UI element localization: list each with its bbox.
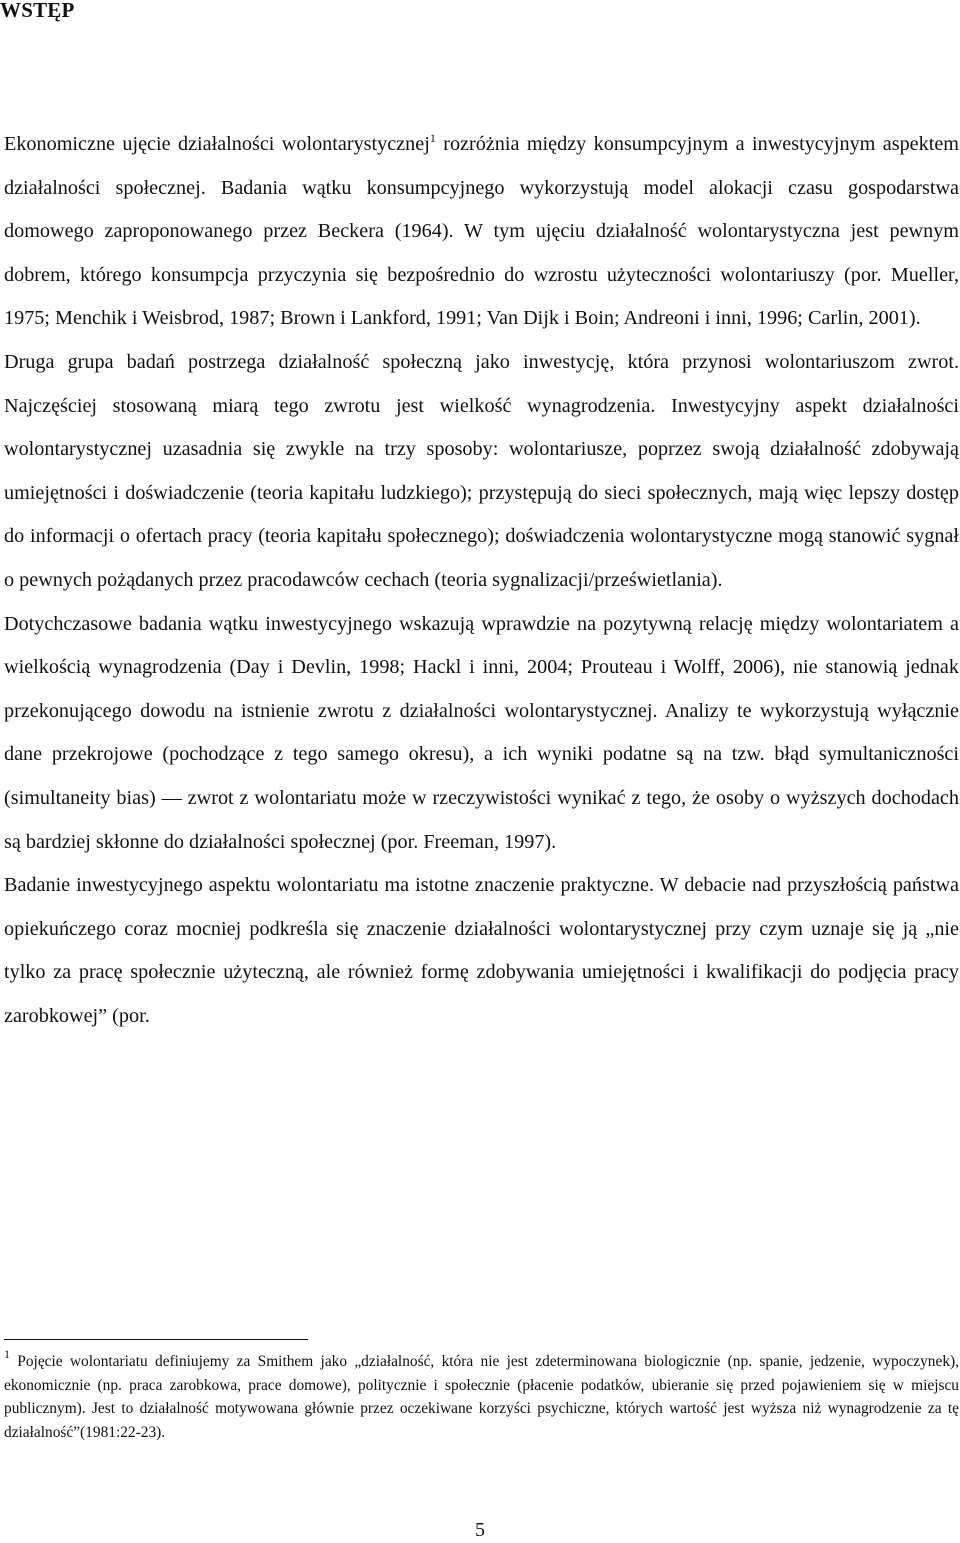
paragraph-4: Badanie inwestycyjnego aspektu wolontariatu ma istotne znaczenie praktyczne. W debacie nad przyszłością państwa opiekuńczego coraz mocniej podkreśla się znaczenie działalności wolontarystycznej przy czym uznaje się ją „nie tylko za pracę społecznie użyteczną, ale również formę zdobywania umiejętności i kwalifikacji do podjęcia pracy zarobkowej” (por. [4, 874, 959, 1027]
paragraph-1-rest: rozróżnia między konsumpcyjnym a inwestycyjnym aspektem działalności społecznej. Badania wątku konsumpcyjnego wykorzystują model alokacji czasu gospodarstwa domowego zaproponowanego przez Beckera (1964). W tym ujęciu działalność wolontarystyczna jest pewnym dobrem, którego konsumpcja przyczynia się bezpośrednio do wzrostu użyteczności wolontariuszy (por. Mueller, 1975; Menchik i Weisbrod, 1987; Brown i Lankford, 1991; Van Dijk i Boin; Andreoni i inni, 1996; Carlin, 2001). [4, 133, 960, 330]
paragraph-3: Dotychczasowe badania wątku inwestycyjnego wskazują wprawdzie na pozytywną relację między wolontariatem a wielkością wynagrodzenia (Day i Devlin, 1998; Hackl i inni, 2004; Prouteau i Wolff, 2006), nie stanowią jednak przekonującego dowodu na istnienie zwrotu z działalności wolontarystycznej. Analizy te wykorzystują wyłącznie dane przekrojowe (pochodzące z tego samego okresu), a ich wyniki podatne są na tzw. błąd symultaniczności (simultaneity bias) ― zwrot z wolontariatu może w rzeczywistości wynikać z tego, że osoby o wyższych dochodach są bardziej skłonne do działalności społecznej (por. Freeman, 1997). [4, 612, 959, 853]
paragraph-2: Druga grupa badań postrzega działalność społeczną jako inwestycję, która przynosi wolontariuszom zwrot. Najczęściej stosowaną miarą tego zwrotu jest wielkość wynagrodzenia. Inwestycyjny aspekt działalności wolontarystycznej uzasadnia się zwykle na trzy sposoby: wolontariusze, poprzez swoją działalność zdobywają umiejętności i doświadczenie (teoria kapitału ludzkiego); przystępują do sieci społecznych, mają więc lepszy dostęp do informacji o ofertach pracy (teoria kapitału społecznego); doświadczenia wolontarystyczne mogą stanowić sygnał o pewnych pożądanych przez pracodawców cechach (teoria sygnalizacji/prześwietlania). [4, 350, 959, 591]
paragraph-1 [4, 123, 959, 341]
body-text [4, 123, 959, 1038]
chapter-heading: WSTĘP [0, 0, 75, 22]
footnote-reference: 1 [429, 131, 436, 145]
page-number: 5 [475, 1519, 485, 1541]
footnote-text: Pojęcie wolontariatu definiujemy za Smithem jako „działalność, która nie jest zdeterminowana biologicznie (np. spanie, jedzenie, wypoczynek), ekonomicznie (np. praca zarobkowa, prace domowe), politycznie i społecznie (płacenie podatków, ubieranie się przed pojawieniem się w miejscu publicznym). Jest to działalność motywowana głównie przez oczekiwane korzyści psychiczne, których wartość jest wyższa niż wynagrodzenie za tę działalność”(1981:22-23). [4, 1353, 959, 1441]
paragraph-1-start: Ekonomiczne ujęcie działalności wolontarystycznej [4, 133, 430, 155]
footnote [4, 1347, 959, 1444]
footnote-separator [4, 1339, 308, 1340]
footnote-marker: 1 [4, 1347, 10, 1361]
